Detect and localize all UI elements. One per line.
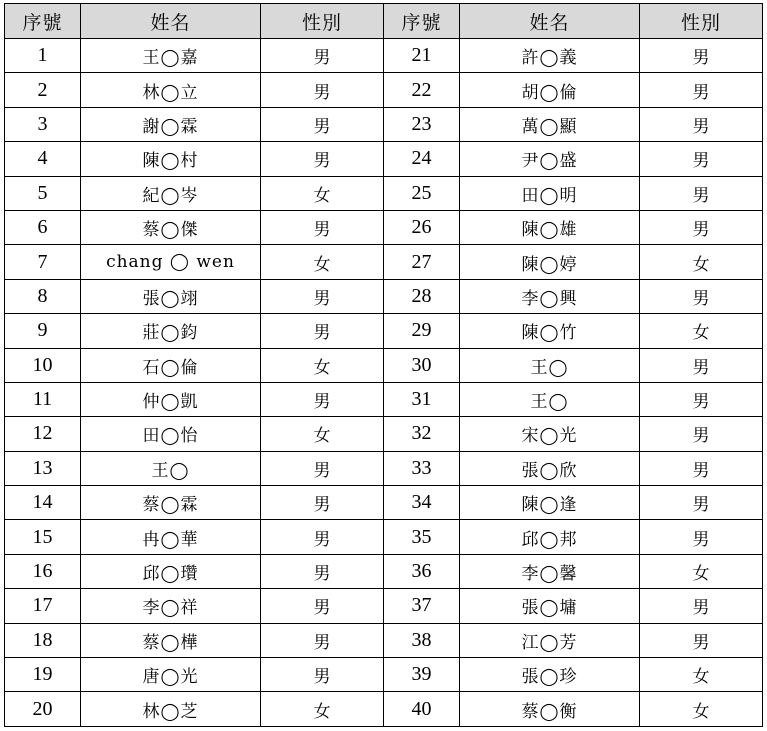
roster-table [4,3,763,727]
serial-cell: 5 [5,176,81,210]
gender-cell: 男 [640,623,763,657]
serial-cell: 1 [5,39,81,73]
gender-cell: 男 [261,486,384,520]
gender-cell: 男 [640,107,763,141]
serial-cell: 12 [5,417,81,451]
name-cell: 蔡◯霖 [81,486,261,520]
name-cell: 胡◯倫 [460,73,640,107]
name-cell: 蔡◯衡 [460,692,640,726]
gender-cell: 男 [261,623,384,657]
gender-cell: 女 [640,245,763,279]
header-gender-right: 性別 [640,4,763,39]
header-name-right: 姓名 [460,4,640,39]
serial-cell: 31 [384,382,460,416]
table-row [5,348,763,382]
serial-cell: 14 [5,486,81,520]
name-cell: 陳◯竹 [460,314,640,348]
gender-cell: 男 [261,73,384,107]
table-row [5,314,763,348]
name-cell: 陳◯逢 [460,486,640,520]
table-row [5,589,763,623]
name-cell: 石◯倫 [81,348,261,382]
serial-cell: 35 [384,520,460,554]
name-cell: 李◯祥 [81,589,261,623]
gender-cell: 男 [261,210,384,244]
serial-cell: 19 [5,658,81,692]
name-cell: 田◯明 [460,176,640,210]
name-cell: 陳◯村 [81,142,261,176]
name-cell: 莊◯鈞 [81,314,261,348]
gender-cell: 女 [261,245,384,279]
serial-cell: 15 [5,520,81,554]
gender-cell: 男 [261,39,384,73]
serial-cell: 40 [384,692,460,726]
serial-cell: 16 [5,554,81,588]
name-cell: 冉◯華 [81,520,261,554]
serial-cell: 26 [384,210,460,244]
serial-cell: 13 [5,451,81,485]
gender-cell: 男 [261,554,384,588]
gender-cell: 女 [640,554,763,588]
name-cell: 林◯芝 [81,692,261,726]
table-row [5,692,763,726]
name-cell: 邱◯邦 [460,520,640,554]
gender-cell: 男 [640,451,763,485]
serial-cell: 20 [5,692,81,726]
gender-cell: 男 [640,176,763,210]
serial-cell: 10 [5,348,81,382]
name-cell: 王◯ [460,348,640,382]
serial-cell: 27 [384,245,460,279]
gender-cell: 男 [640,589,763,623]
gender-cell: 女 [261,348,384,382]
gender-cell: 女 [261,417,384,451]
gender-cell: 女 [640,314,763,348]
name-cell: 江◯芳 [460,623,640,657]
serial-cell: 29 [384,314,460,348]
serial-cell: 4 [5,142,81,176]
name-cell: 蔡◯樺 [81,623,261,657]
table-row [5,554,763,588]
table-row [5,176,763,210]
name-cell: 張◯欣 [460,451,640,485]
header-gender-left: 性別 [261,4,384,39]
serial-cell: 38 [384,623,460,657]
name-cell: 許◯義 [460,39,640,73]
name-cell: 尹◯盛 [460,142,640,176]
serial-cell: 7 [5,245,81,279]
serial-cell: 33 [384,451,460,485]
header-row [5,4,763,39]
gender-cell: 男 [640,417,763,451]
serial-cell: 39 [384,658,460,692]
gender-cell: 男 [640,279,763,313]
name-cell: 張◯墉 [460,589,640,623]
gender-cell: 男 [261,314,384,348]
serial-cell: 36 [384,554,460,588]
serial-cell: 23 [384,107,460,141]
serial-cell: 11 [5,382,81,416]
name-cell: 謝◯霖 [81,107,261,141]
table-row [5,279,763,313]
name-cell: 李◯興 [460,279,640,313]
gender-cell: 男 [261,451,384,485]
serial-cell: 22 [384,73,460,107]
serial-cell: 17 [5,589,81,623]
table-row [5,417,763,451]
serial-cell: 21 [384,39,460,73]
roster-body [5,39,763,727]
name-cell: 萬◯顯 [460,107,640,141]
gender-cell: 女 [261,176,384,210]
serial-cell: 25 [384,176,460,210]
name-cell: 王◯ [81,451,261,485]
serial-cell: 3 [5,107,81,141]
gender-cell: 男 [640,486,763,520]
gender-cell: 男 [261,589,384,623]
serial-cell: 37 [384,589,460,623]
serial-cell: 32 [384,417,460,451]
serial-cell: 2 [5,73,81,107]
gender-cell: 男 [261,142,384,176]
serial-cell: 24 [384,142,460,176]
header-serial-left: 序號 [5,4,81,39]
table-row [5,142,763,176]
table-row [5,451,763,485]
table-row [5,382,763,416]
header-serial-right: 序號 [384,4,460,39]
table-row [5,245,763,279]
gender-cell: 男 [261,279,384,313]
gender-cell: 男 [640,382,763,416]
name-cell: 紀◯岑 [81,176,261,210]
name-cell: 王◯ [460,382,640,416]
table-row [5,39,763,73]
gender-cell: 女 [640,658,763,692]
serial-cell: 30 [384,348,460,382]
name-cell: 邱◯瓚 [81,554,261,588]
name-cell: 張◯翊 [81,279,261,313]
serial-cell: 9 [5,314,81,348]
gender-cell: 男 [640,348,763,382]
gender-cell: 男 [261,520,384,554]
name-cell: 宋◯光 [460,417,640,451]
name-cell: 王◯嘉 [81,39,261,73]
table-row [5,658,763,692]
gender-cell: 男 [261,107,384,141]
table-row [5,107,763,141]
serial-cell: 8 [5,279,81,313]
name-cell: 仲◯凱 [81,382,261,416]
header-name-left: 姓名 [81,4,261,39]
gender-cell: 女 [261,692,384,726]
name-cell: 張◯珍 [460,658,640,692]
name-cell: 李◯馨 [460,554,640,588]
name-cell: chang ◯ wen [81,245,261,279]
gender-cell: 男 [640,39,763,73]
name-cell: 唐◯光 [81,658,261,692]
serial-cell: 18 [5,623,81,657]
table-row [5,486,763,520]
name-cell: 蔡◯傑 [81,210,261,244]
table-row [5,73,763,107]
table-row [5,210,763,244]
name-cell: 陳◯婷 [460,245,640,279]
gender-cell: 男 [640,73,763,107]
table-row [5,623,763,657]
gender-cell: 男 [261,658,384,692]
gender-cell: 男 [261,382,384,416]
table-row [5,520,763,554]
name-cell: 田◯怡 [81,417,261,451]
gender-cell: 男 [640,142,763,176]
serial-cell: 34 [384,486,460,520]
serial-cell: 6 [5,210,81,244]
serial-cell: 28 [384,279,460,313]
gender-cell: 男 [640,210,763,244]
gender-cell: 女 [640,692,763,726]
gender-cell: 男 [640,520,763,554]
name-cell: 陳◯雄 [460,210,640,244]
name-cell: 林◯立 [81,73,261,107]
